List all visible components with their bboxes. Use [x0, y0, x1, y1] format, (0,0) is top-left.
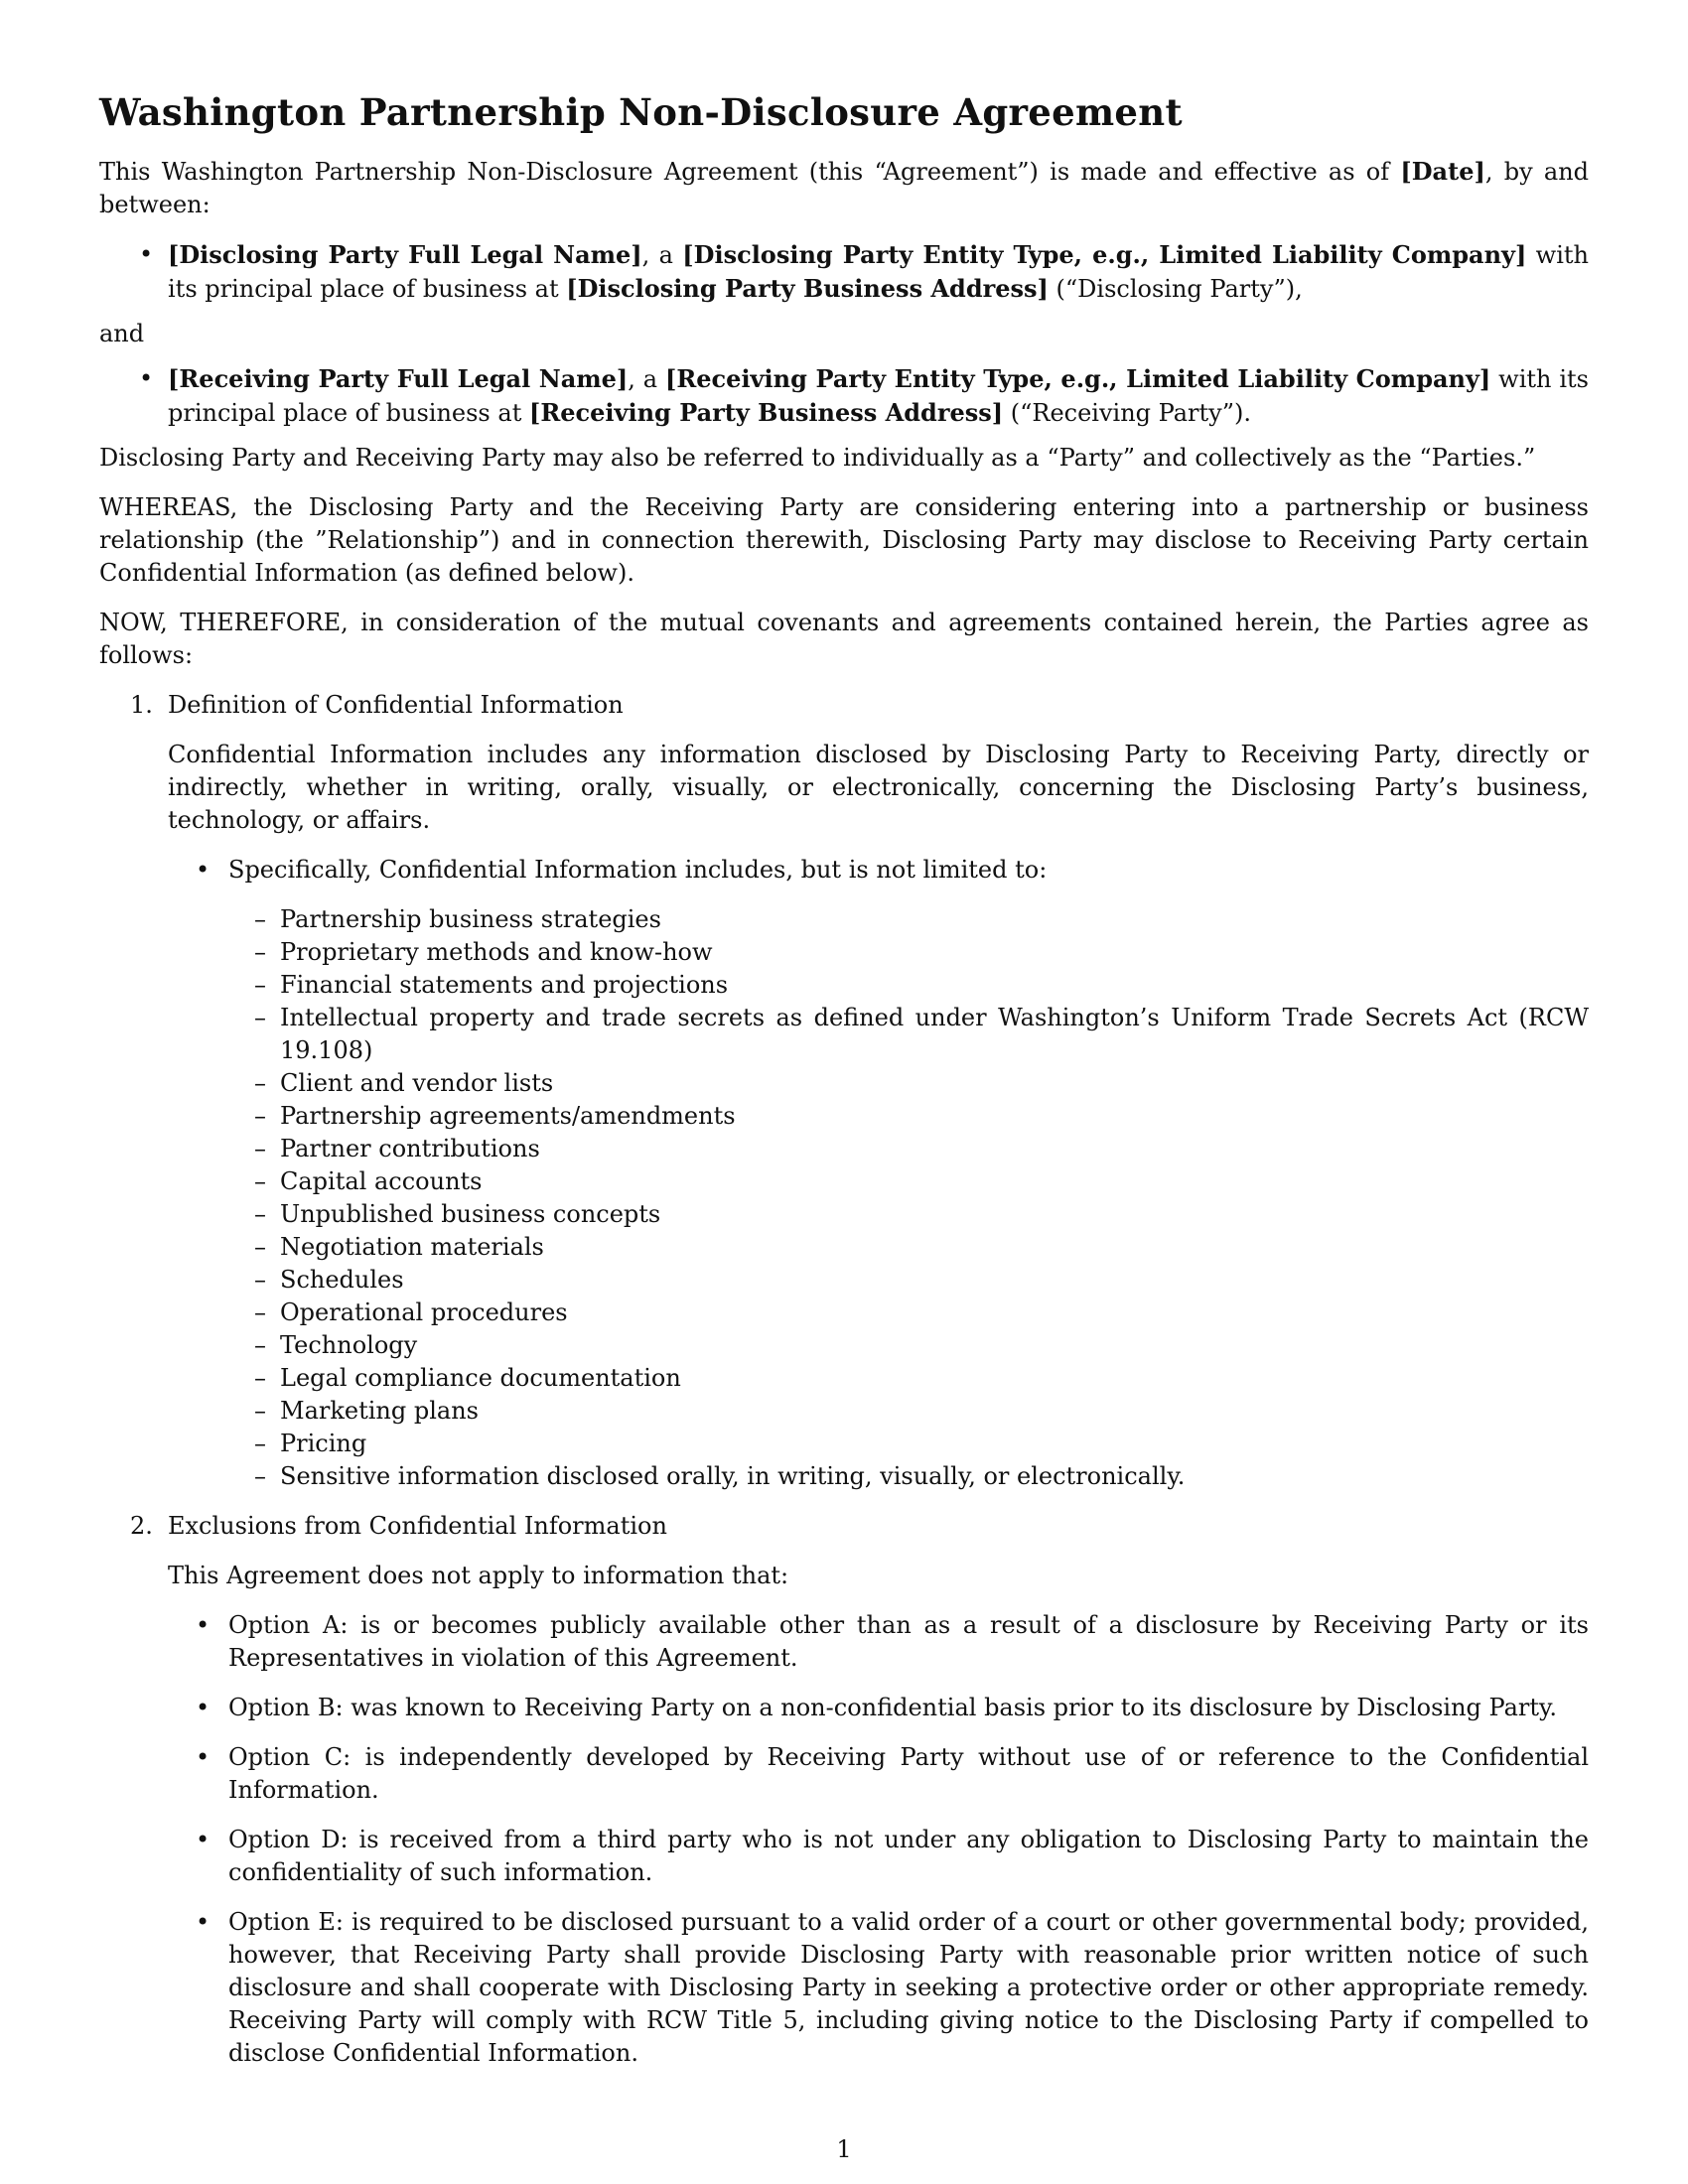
list-item: – Partnership business strategies: [228, 903, 1589, 936]
list-item: – Partner contributions: [228, 1133, 1589, 1165]
section-2: [99, 1510, 1589, 2070]
list-item: – Sensitive information disclosed orally, in writing, visually, or electronically.: [228, 1460, 1589, 1493]
receiving-party-item: [99, 362, 1589, 430]
list-item: – Negotiation materials: [228, 1231, 1589, 1264]
section-number: 1.: [130, 691, 153, 719]
section-1-bullets: [168, 854, 1589, 1493]
list-item: – Schedules: [228, 1264, 1589, 1297]
document-page: [99, 89, 1589, 2087]
section-title: Exclusions from Confidential Information: [168, 1512, 667, 1540]
now-therefore-clause: NOW, THEREFORE, in consideration of the mutual covenants and agreements contained herein, the Parties agree as follows:: [99, 609, 1589, 669]
section-number: 2.: [130, 1512, 153, 1540]
receiving-party-mid: with its principal place of business at: [168, 365, 1589, 427]
bullet-text: • Specifically, Confidential Information includes, but is not limited to:: [228, 856, 1048, 884]
disclosing-party-name: [Disclosing Party Full Legal Name]: [168, 240, 642, 269]
list-item: – Marketing plans: [228, 1395, 1589, 1428]
section-1: [99, 689, 1589, 1493]
receiving-party-entity-type: [Receiving Party Entity Type, e.g., Limited Liability Company]: [664, 364, 1491, 393]
list-item: • Option B: was known to Receiving Party on a non-confidential basis prior to its disclosure by Disclosing Party.: [168, 1692, 1589, 1724]
parties-definition: Disclosing Party and Receiving Party may also be referred to individually as a “Party” and collectively as the “Parties.”: [99, 444, 1536, 472]
whereas-clause: WHEREAS, the Disclosing Party and the Receiving Party are considering entering into a partnership or business relationship (the ”Relationship”) and in connection therewith, Disclosing Party may disclose to Receiving Party certain Confidential Information (as defined below).: [99, 493, 1589, 587]
list-item: • Option A: is or becomes publicly available other than as a result of a disclosure by Receiving Party or its Representatives in violation of this Agreement.: [168, 1609, 1589, 1675]
sections-list: [99, 689, 1589, 2070]
section-intro: This Agreement does not apply to information that:: [168, 1562, 789, 1589]
receiving-party-name: [Receiving Party Full Legal Name]: [168, 364, 629, 393]
list-item: – Unpublished business concepts: [228, 1198, 1589, 1231]
confidential-info-items: [228, 903, 1589, 1493]
list-item: – Legal compliance documentation: [228, 1362, 1589, 1395]
list-item: – Pricing: [228, 1428, 1589, 1460]
disclosing-party-address: [Disclosing Party Business Address]: [566, 274, 1049, 303]
page-number: 1: [836, 2135, 852, 2163]
list-item: • Option E: is required to be disclosed pursuant to a valid order of a court or other governmental body; provided, however, that Receiving Party shall provide Disclosing Party with reasonable prior written notice of such disclosure and shall cooperate with Disclosing Party in seeking a protective order or other appropriate remedy. Receiving Party will comply with RCW Title 5, including giving notice to the Disclosing Party if compelled to disclose Confidential Information.: [168, 1906, 1589, 2070]
and-text: and: [99, 320, 145, 347]
list-item: – Operational procedures: [228, 1297, 1589, 1329]
list-item: – Proprietary methods and know-how: [228, 936, 1589, 969]
list-item: – Partnership agreements/amendments: [228, 1100, 1589, 1133]
list-item: – Capital accounts: [228, 1165, 1589, 1198]
intro-paragraph: [99, 155, 1589, 221]
disclosing-party-entity-type: [Disclosing Party Entity Type, e.g., Limited Liability Company]: [682, 240, 1527, 269]
receiving-party-address: [Receiving Party Business Address]: [528, 398, 1004, 427]
disclosing-party-list: [99, 238, 1589, 306]
section-intro: Confidential Information includes any information disclosed by Disclosing Party to Receiving Party, directly or indirectly, whether in writing, orally, visually, or electronically, concerning the Disclosing Party’s business, technology, or affairs.: [168, 741, 1589, 834]
exclusion-options: [168, 1609, 1589, 2070]
list-item: – Technology: [228, 1329, 1589, 1362]
list-item: • Option D: is received from a third party who is not under any obligation to Disclosing Party to maintain the confidentiality of such information.: [168, 1824, 1589, 1889]
disclosing-party-tail: (“Disclosing Party”),: [1048, 275, 1303, 303]
document-title: Washington Partnership Non-Disclosure Agreement: [99, 90, 1183, 134]
intro-text: This Washington Partnership Non-Disclosure Agreement (this “Agreement”) is made and effective as of: [99, 158, 1401, 186]
disclosing-party-sep: , a: [641, 241, 683, 269]
list-item: – Intellectual property and trade secrets as defined under Washington’s Uniform Trade Secrets Act (RCW 19.108): [228, 1002, 1589, 1067]
list-item: [168, 854, 1589, 1493]
date-placeholder: [Date]: [1400, 157, 1485, 186]
intro-text-end: , by and between:: [99, 158, 1590, 218]
list-item: • Option C: is independently developed by Receiving Party without use of or reference to the Confidential Information.: [168, 1741, 1589, 1807]
section-title: Definition of Confidential Information: [168, 691, 624, 719]
list-item: – Client and vendor lists: [228, 1067, 1589, 1100]
receiving-party-list: [99, 362, 1589, 430]
receiving-party-sep: , a: [628, 365, 665, 393]
list-item: – Financial statements and projections: [228, 969, 1589, 1002]
receiving-party-tail: (“Receiving Party”).: [1003, 399, 1251, 427]
disclosing-party-mid: with its principal place of business at: [168, 241, 1589, 303]
disclosing-party-item: [99, 238, 1589, 306]
